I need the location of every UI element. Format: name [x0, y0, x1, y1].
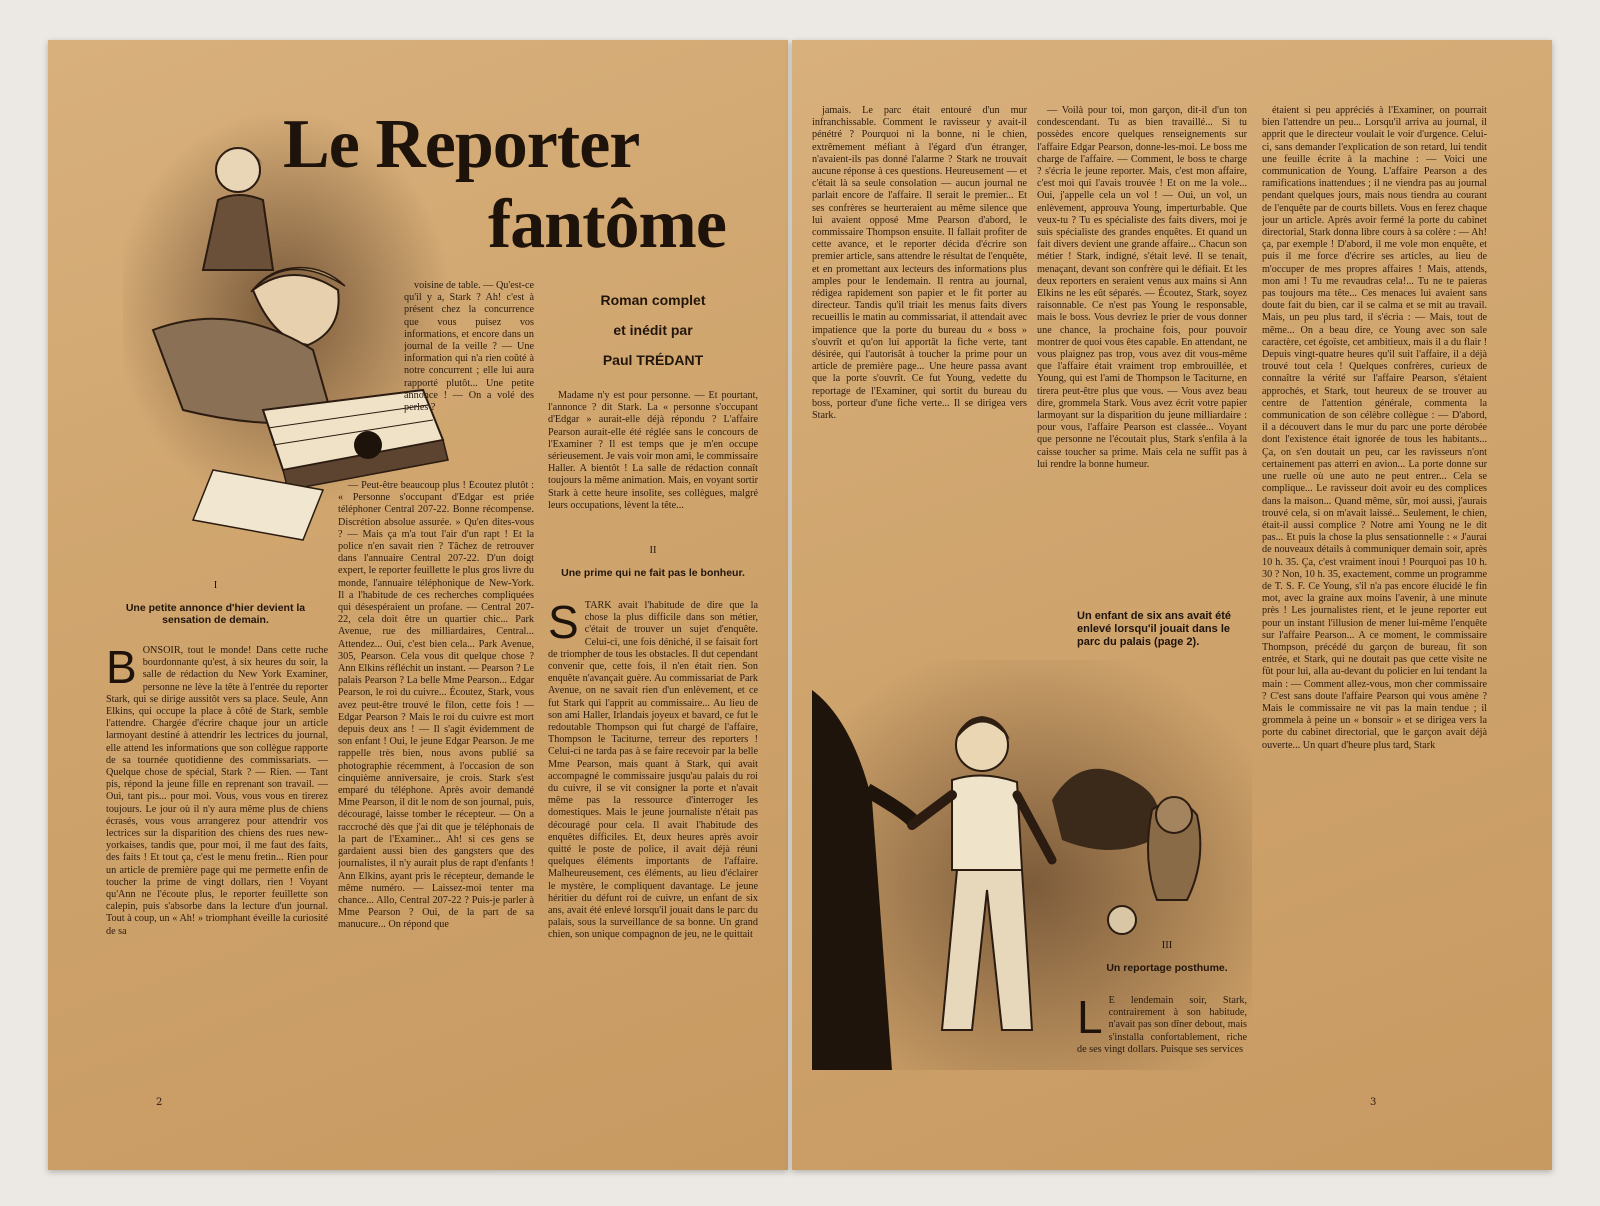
illustration-caption: Un enfant de six ans avait été enlevé lorsqu'il jouait dans le parc du palais (page 2). [1077, 610, 1232, 648]
dropcap-l: L [1077, 995, 1103, 1043]
subtitle-line-2: et inédit par [613, 322, 693, 338]
right-col2-text: — Voilà pour toi, mon garçon, dit-il d'un ton condescendant. Tu as bien travaillé... Si tu possèdes encore quelques renseignements sur l'affaire Edgar Pearson, donne-les-moi. Le boss me charge de l'affaire. — Comment, le boss te charge ? s'écria le jeune reporter. Mais, c'est mon affaire, c'est moi qui l'avais trouvée ! Et on me la vole... Oui, j'appelle cela un vol ! — Oui, un vol, un enlèvement, approuva Young, imperturbable. Que veux-tu ? Tu es spécialiste des faits divers, moi je suis spécialiste des grandes enquêtes. Et quand un fait divers devient une grande affaire... Chacun son métier ! Stark, indigné, s'était levé. Il se tenait, menaçant, devant son confrère qui le défiait. Et les deux reporters en seraient venus aux mains si Ann Elkins ne les eût séparés. — Écoutez, Stark, soyez raisonnable. Ce n'est pas Young le responsable, mais le boss. Vous devriez le prier de vous donner une chance, la prochaine fois, pour pouvoir montrer de quoi vous êtes capable. En attendant, ne vous plaignez pas trop, vous avez dit vous-même que l'affaire était vraiment trop embrouillée, et Young, qui est l'ami de Thompson le Taciturne, en tirera peut-être plus que vous. — Vous avez beau dire, grommela Stark. Vous avez écrit votre papier larmoyant sur la disparition du jeune milliardaire : pour vous, l'affaire Pearson est classée... Voyant que personne ne l'écoutait plus, Stark s'enfila à la caisse toucher sa prime. Mais cela ne suffit pas à lui rendre la bonne humeur. [1037, 105, 1247, 470]
subtitle-line-3: Paul TRÉDANT [602, 352, 704, 368]
left-col1-text [106, 645, 328, 1065]
col1-body: ONSOIR, tout le monde! Dans cette ruche bourdonnante qu'est, à six heures du soir, la salle de rédaction du New York Examiner, personne ne lève la tête à l'entrée du reporter Stark, qui se dirige aussitôt vers sa place. Seule, Ann Elkins, qui occupe la place à côté de Stark, semble l'attendre. Chargée d'écrire chaque jour un article larmoyant destiné à attendrir les lectrices du journal, elle attend les informations que son collègue rapporte de sa tournée quotidienne des commissariats. — Quelque chose de spécial, Stark ? — Rien. — Tant pis, répond la jeune fille en reprenant son travail. — Oui, tant pis... pour moi. Vous, vous vous en tirerez toujours. Le jour où il n'y aura même plus de chiens écrasés, vous vous arrangerez pour attendrir vos lectrices sur la disparition des chiens des rues new-yorkaises, tandis que, pour moi, il me faut des faits, des faits ! Et tout ça, c'est le menu fretin... Rien pour un article de première page qui me permette enfin de toucher la prime de vingt dollars, rien ! Voyant qu'Ann ne l'écoute plus, le reporter feuillette son calepin, puis s'absorbe dans la lecture d'un journal. Tout à coup, un « Ah! » triomphant éveille la curiosité de sa [106, 645, 328, 937]
right-col3-text: étaient si peu appréciés à l'Examiner, on pourrait bien l'attendre un peu... Lorsqu'il arriva au journal, il apprit que le directeur voulait le voir d'urgence. Celui-ci, sans demander l'explication de son retard, lui tendit une feuille écrite à la machine : — Voici une communication de Young. L'affaire Pearson a des ramifications inattendues ; il ne viendra pas au journal pendant quelques jours, mais nous tiendra au courant de l'enquête par de courts billets. Vous en ferez chaque jour un article. Après avoir fermé la porte du cabinet directorial, Stark donna libre cours à sa colère : — Ah! ça, par exemple ! D'abord, il me vole mon enquête, et puis il me force d'écrire ses articles, au lieu de m'occuper de mes propres affaires ! Mais, attends, mon ami ! Tu me revaudras cela!... Tu ne te paieras pas toujours ma tête... Ces menaces lui avaient sans doute fait du bien, car il se calma et se mit au travail. Mais, un peu plus tard, il s'écria : — Mais, tout de même... On a beau dire, ce Young avec son sale caractère, cet égoïste, cet ambitieux, mais il a du flair ! Depuis vingt-quatre heures qu'il suit l'affaire, il a déjà trouvé tout cela ! Quelques confrères, curieux de connaître la vérité sur l'affaire Pearson, s'étaient approchés, et Stark, tout heureux de se trouver au centre de l'attention générale, commenta la communication de son célèbre collègue : — D'abord, il a découvert dans le mur du parc une porte dérobée dont l'existence était ignorée de tous les habitants... Ça, on s'en doutait un peu, car les ravisseurs n'ont certainement pas atterri en avion... La porte donne sur une ruelle où une auto ne peut entrer... Cela se complique... Le ravisseur doit avoir eu des complices dans la maison... Quand même, sûr, moi aussi, j'aurais trouvé cela, si on m'avait laissé... Seulement, le chien, était-il aussi complice ? Notre ami Young ne le dit pas... Et puis la chose la plus sensationnelle : « J'aurai de nouveaux détails à communiquer demain soir, après 10 h. 35. Ça, c'est vraiment inoui ! Pourquoi pas 10 h. 30 ? Non, 10 h. 35, exactement, comme un programme de T. S. F. Ce Young, s'il n'a pas encore élucidé le fin mot, avec la graine aux moins l'avenir, à une minute près ! Les journalistes rient, et le jeune reporter eut pour un instant l'illusion de mener lui-même l'enquête sur l'affaire Pearson... A ce moment, le commissaire Thompson, précédé du garçon de bureau, fit son entrée, et Stark, qui ne doutait pas que cette visite ne fût pour lui, alla au-devant du policier en lui tendant la main : — Comment allez-vous, mon cher commissaire ? C'est sans doute l'affaire Pearson qui vous amène ? Mais le commissaire ne vit pas la main tendue ; il grommela à peine un « bonsoir » et se dirigea vers la porte du cabinet directorial, que le garçon avait déjà ouverte... Un quart d'heure plus tard, Stark [1262, 105, 1487, 751]
right-page [792, 40, 1552, 1170]
dropcap-s: S [548, 600, 579, 648]
col3-bottom-body: TARK avait l'habitude de dire que la chose la plus difficile dans son métier, c'était de trouver un sujet d'enquête. Celui-ci, une fois déniché, il se faisait fort de triompher de tous les obstacles. Il dut cependant convenir que, cette fois, il n'en était rien. Son enquête n'avançait guère. Au commissariat de Park Avenue, on ne savait rien d'un enlèvement, et ce fut Stark qui l'apprit au commissaire... Au lieu de son ami Haller, Irlandais joyeux et bavard, ce fut le redoutable Thompson qui fut chargé de l'affaire, Thompson le Taciturne, terreur des reporters ! Celui-ci ne tarda pas à se faire recevoir par la belle Mme Pearson, mais quant à Stark, qui avait accompagné le commissaire jusqu'au palais du roi du cuivre, il se vit consigner la porte et n'avait même pas la ressource d'interroger les domestiques. Mais le jeune journaliste n'était pas découragé pour cela. Il avait l'habitude des enquêtes difficiles. Et, deux heures après avoir quitté le poste de police, il avait déjà réuni quelques éléments importants de l'affaire. Malheureusement, ces éléments, au lieu d'éclairer le mystère, le compliquent davantage. Le jeune héritier du défunt roi de cuivre, un enfant de six ans, avait été enlevé lorsqu'il jouait dans le parc du palais, sous la surveillance de sa bonne. Un grand chien, son unique compagnon de jeu, ne le quittait [548, 600, 758, 941]
chapter-1-number: I [213, 580, 218, 591]
chapter-3-number: III [1161, 940, 1173, 951]
chapter-3-heading [1092, 940, 1242, 974]
col2-bottom-body: E lendemain soir, Stark, contrairement à son habitude, n'avait pas son dîner debout, mais s'installa confortablement, riche de ses vingt dollars. Puisque ses services [1077, 995, 1247, 1055]
right-col1-text: jamais. Le parc était entouré d'un mur infranchissable. Comment le ravisseur y avait-il pénétré ? Pourquoi ni la bonne, ni le chien, extrêmement méfiant à l'égard d'un étranger, n'avaient-ils pas donné l'alarme ? Stark ne trouvait aucune réponse à ces questions. Heureusement — et c'était là sa seule consolation — aucun journal ne parlait encore de l'affaire. Il serait le premier... Et ses confrères se heurteraient au même silence que lui avaient opposé Mme Pearson d'abord, le commissaire Thompson ensuite. Il fallait profiter de cette avance, et le reporter décida d'écrire son premier article, sans attendre le résultat de l'enquête, et en promettant aux lecteurs des informations plus amples pour le lendemain. Il rentra au journal, rédigea rapidement son papier et le fit porter au directeur. Tandis qu'il triait les menus faits divers recueillis le matin au commissariat, il attendait avec impatience que la porte du bureau du « boss » s'ouvrît et qu'on lui apportât la fiche verte, tant désirée, qui l'autorisât à toucher la prime pour un article de première page... Une heure passa avant que la porte s'ouvrît. Ce fut Young, vedette du reportage de l'Examiner, qui sortit du bureau du boss, porteur d'une fiche verte... Il se dirigea vers Stark. [812, 105, 1027, 422]
chapter-2-number: II [649, 545, 657, 556]
left-col2-text: — Peut-être beaucoup plus ! Écoutez plutôt : « Personne s'occupant d'Edgar est priée téléphoner Central 207-22. Bonne récompense. Discrétion absolue assurée. » Qu'en dites-vous ? — Mais ça m'a tout l'air d'un rapt ! Et la police n'en savait rien ? Tâchez de retrouver dans l'annuaire Central 207-22. D'un doigt expert, le reporter feuillette le plus gros livre du monde, l'annuaire téléphonique de New-York. Il a l'habitude de ces recherches compliquées qui désespéraient un profane. — Central 207-22, cela doit être un quartier chic... Park Avenue, rue des milliardaires, Central... Attendez... Oui, c'est bien cela... Park Avenue, 305, Pearson. Cela vous dit quelque chose ? Ann Elkins réfléchit un instant. — Pearson ? Le palais Pearson ? La belle Mme Pearson... Edgar Pearson, le roi du cuivre... Écoutez, Stark, vous avez peut-être trouvé le filon, cette fois ! — Edgar Pearson ? Mais le roi du cuivre est mort depuis deux ans ! — Il s'agit évidemment de son enfant ! Oui, le jeune Edgar Pearson. Je me rappelle très bien, nous avons publié sa photographie récemment, à l'occasion de son cinquième anniversaire, je crois. Stark s'est emparé du téléphone. Après avoir demandé Mme Pearson, il dit le nom de son journal, puis, découragé, laisse tomber le récepteur. — On a raccroché dès que j'ai dit que je téléphonais de la part de l'Examiner... Ah! si ces gens se gardaient aussi bien des gangsters que des journalistes, il n'y aurait plus de rapt d'enfants ! Ann Elkins, ayant pris le récepteur, demande le même numéro. — Laissez-moi tenter ma chance... Allo, Central 207-22 ? Puis-je parler à Mme Pearson ? Oui, de la part de sa manucure... On répond que [338, 480, 534, 931]
left-col3-bottom-text [548, 600, 758, 1065]
title-line-2: fantôme [488, 186, 726, 263]
right-col2-bottom-text [1077, 995, 1247, 1075]
dropcap-b: B [106, 645, 137, 693]
chapter-2-heading [548, 545, 758, 579]
page-number-right: 3 [1370, 1097, 1377, 1108]
chapter-3-title: Un reportage posthume. [1106, 962, 1228, 974]
subtitle-line-1: Roman complet [600, 292, 706, 308]
title-line-1: Le Reporter [283, 106, 640, 183]
left-col3-text: Madame n'y est pour personne. — Et pourtant, l'annonce ? dit Stark. La « personne s'occupant d'Edgar » aurait-elle déjà répondu ? L'affaire Pearson aurait-elle été réglée sans le concours de l'Examiner ? Il est temps que je m'en occupe sérieusement. Je vais voir mon ami, le commissaire Haller. A bientôt ! La salle de rédaction connaît toujours la même animation. Mais, en voyant sortir Stark à cette heure insolite, ses collègues, malgré leurs occupations, lèvent la tête... [548, 390, 758, 511]
page-number-left: 2 [156, 1097, 163, 1108]
chapter-1-heading [108, 580, 323, 626]
chapter-2-title: Une prime qui ne fait pas le bonheur. [561, 567, 745, 579]
left-col2-top-text: voisine de table. — Qu'est-ce qu'il y a, Stark ? Ah! c'est à présent chez la concurrence que vous puisez vos informations, et encore dans un journal de la veille ? — Une information qui n'a rien coûté à notre concurrent ; elle lui aura rapporté plutôt... Une petite annonce ! — On a volé des perles ? [404, 280, 534, 414]
chapter-1-title: Une petite annonce d'hier devient la sensation de demain. [125, 602, 306, 626]
left-page [48, 40, 788, 1170]
subtitle [553, 285, 753, 375]
